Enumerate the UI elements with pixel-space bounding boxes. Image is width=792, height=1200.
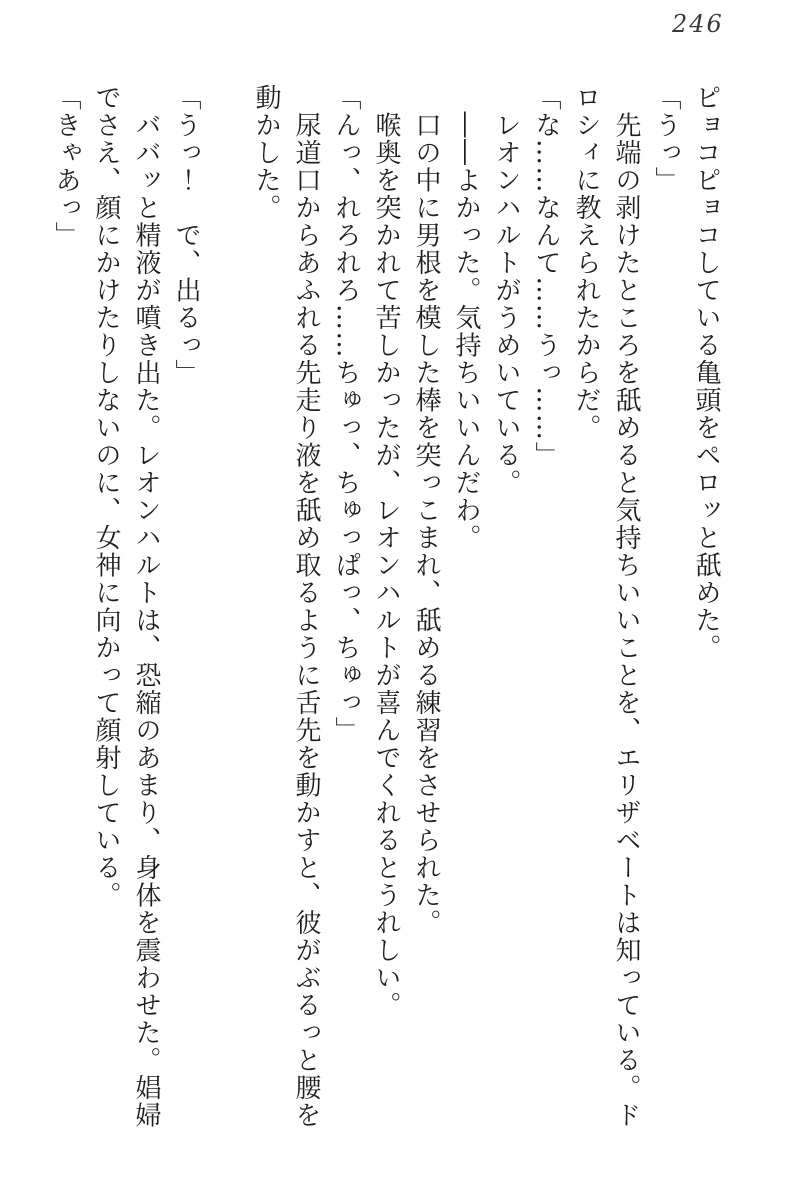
text-line: 動かした。	[251, 84, 281, 222]
text-line: 尿道口からあふれる先走り液を舐め取るように舌先を動かすと、彼がぶるっと腰を	[291, 84, 321, 1129]
text-line: 「な……なんて……うっ……」	[531, 84, 561, 469]
text-line: ――よかった。気持ちいいんだわ。	[451, 84, 481, 552]
text-line: 「きゃあっ」	[51, 84, 81, 249]
text-line: ババッと精液が噴き出た。レオンハルトは、恐縮のあまり、身体を震わせた。娼婦	[131, 84, 161, 1129]
text-line: でさえ、顔にかけたりしないのに、女神に向かって顔射している。	[91, 84, 121, 909]
text-line: 喉奥を突かれて苦しかったが、レオンハルトが喜んでくれるとうれしい。	[371, 84, 401, 1019]
text-line: 先端の剥けたところを舐めると気持ちいいことを、エリザベートは知っている。ド	[611, 84, 641, 1129]
text-line: ピョコピョコしている亀頭をペロッと舐めた。	[691, 84, 721, 662]
text-line: 「うっ」	[651, 84, 681, 194]
blank-line	[206, 84, 246, 1142]
text-line: 口の中に男根を模した棒を突っこまれ、舐める練習をさせられた。	[411, 84, 441, 937]
text-line: レオンハルトがうめいている。	[491, 84, 521, 497]
page-number: 246	[672, 10, 724, 38]
text-line: 「うっ！ で、出るっ」	[171, 84, 201, 387]
vertical-text-block	[46, 84, 726, 1142]
text-line: 「んっ、れろれろ……ちゅっ、ちゅっぱっ、ちゅっ」	[331, 84, 361, 744]
text-line: ロシィに教えられたからだ。	[571, 84, 601, 442]
